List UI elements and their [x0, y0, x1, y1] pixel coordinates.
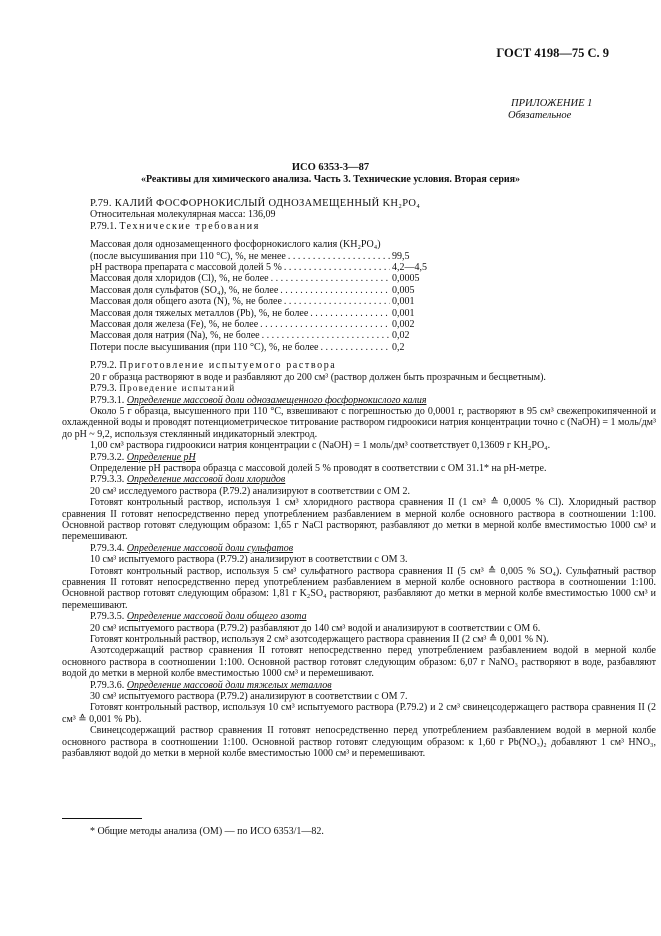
method-paragraph: Около 5 г образца, высушенного при 110 °С, взвешивают с погрешностью до 0,0001 г, растворяют в 95 см³ свежепрокипяченной и охлажденной воды и проводят потенциометрическое титрование раствором гидроокиси натрия концентрации точно c (NaOH) = 1 моль/дм³ до pH ~ 9,2, используя стеклянный индикаторный электрод. [62, 405, 656, 440]
spec-row: Массовая доля сульфатов (SO₄), %, не более . . . 0,005 [90, 285, 462, 296]
iso-title: «Реактивы для химического анализа. Часть 3. Технические условия. Вторая серия» [140, 174, 521, 185]
spec-row: Массовая доля тяжелых металлов (Pb), %, не более . . . 0,001 [90, 308, 462, 319]
method-paragraph: 30 см³ испытуемого раствора (Р.79.2) анализируют в соответствии с ОМ 7. [90, 691, 408, 703]
method-paragraph: 20 см³ испытуемого раствора (Р.79.2) разбавляют до 140 см³ водой и анализируют в соответствии с ОМ 6. [90, 622, 541, 634]
spec-row: Массовая доля натрия (Na), %, не более . . . 0,02 [90, 330, 462, 341]
method-paragraph: Определение pH раствора образца с массовой долей 5 % проводят в соответствии с ОМ 31.1* на pH-метре. [90, 462, 547, 474]
method-paragraph: Свинецсодержащий раствор сравнения II готовят непосредственно перед употреблением разбавлением водой в мерной колбе основного раствора в соотношении 1:100. Основной раствор готовят следующим образом: к 1,60 г Pb(NO₃)₂ добавляют 1 см³ HNO₃, разбавляют водой до метки в мерной колбе вместимостью 1000 см³ и перемешивают. [62, 725, 656, 760]
prep-heading: Р.79.2. Приготовление испытуемого раствора [90, 360, 337, 372]
section-title: Р.79. КАЛИЙ ФОСФОРНОКИСЛЫЙ ОДНОЗАМЕЩЕННЫЙ KH₂PO₄ [90, 198, 421, 209]
method-heading: Р.79.3.5. Определение массовой доли общего азота [90, 611, 307, 623]
method-paragraph: 10 см³ испытуемого раствора (Р.79.2) анализируют в соответствии с ОМ 3. [90, 554, 408, 566]
spec-row: (после высушивания при 110 °С), %, не менее . . . 99,5 [90, 251, 462, 262]
appendix-label: ПРИЛОЖЕНИЕ 1 [511, 98, 593, 109]
footnote-divider [62, 818, 142, 819]
method-paragraph: Готовят контрольный раствор, используя 5 см³ сульфатного раствора сравнения II (5 см³ ≙ 0,005 % SO₄). Сульфатный раствор сравнения II готовят непосредственно перед употреблением разбавлением в мерной колбе основного раствора в соотношении 1:100. Основной раствор готовят следующим образом: 1,81 г K₂SO₄ растворяют, разбавляют до метки в мерной колбе вместимостью 1000 см³ и перемешивают. [62, 565, 656, 611]
prep-text: 20 г образца растворяют в воде и разбавляют до 200 см³ (раствор должен быть прозрачным и бесцветным). [90, 371, 546, 383]
methods-heading: Р.79.3. Проведение испытаний [90, 383, 236, 395]
method-heading: Р.79.3.2. Определение pH [90, 451, 196, 463]
spec-row: Массовая доля железа (Fe), %, не более . . . 0,002 [90, 319, 462, 330]
method-paragraph: Готовят контрольный раствор, используя 2 см³ азотсодержащего раствора сравнения II (2 см³ ≙ 0,001 % N). [90, 634, 549, 646]
spec-row: pH раствора препарата с массовой долей 5 % . . . 4,2—4,5 [90, 262, 462, 273]
standard-page-header: ГОСТ 4198—75 С. 9 [496, 46, 609, 60]
spec-row: Массовая доля однозамещенного фосфорнокислого калия (KH₂PO₄) [90, 239, 381, 251]
appendix-status: Обязательное [508, 110, 572, 121]
method-paragraph: 20 см³ исследуемого раствора (Р.79.2) анализируют в соответствии с ОМ 2. [90, 485, 410, 497]
spec-row: Потери после высушивания (при 110 °С), %, не более . . . 0,2 [90, 342, 462, 353]
spec-list [90, 239, 656, 353]
method-paragraph: Азотсодержащий раствор сравнения II готовят непосредственно перед употреблением разбавлением водой в мерной колбе основного раствора в соотношении 1:100. Основной раствор готовят следующим образом: 6,07 г NaNO₃ растворяют в воде, разбавляют водой до метки в мерной колбе вместимостью 1000 см³ и перемешивают. [62, 645, 656, 680]
requirements-heading [90, 221, 656, 232]
spec-row: Массовая доля общего азота (N), %, не более . . . 0,001 [90, 296, 462, 307]
spec-row: Массовая доля хлоридов (Cl), %, не более . . . 0,0005 [90, 273, 462, 284]
method-heading: Р.79.3.4. Определение массовой доли сульфатов [90, 542, 294, 554]
method-heading: Р.79.3.3. Определение массовой доли хлоридов [90, 474, 286, 486]
molecular-mass: Относительная молекулярная масса: 136,09 [90, 209, 276, 221]
method-heading: Р.79.3.1. Определение массовой доли однозамещенного фосфорнокислого калия [90, 394, 427, 406]
iso-number: ИСО 6353-3—87 [291, 162, 370, 173]
footnote: * Общие методы анализа (ОМ) — по ИСО 6353/1—82. [90, 826, 324, 837]
method-paragraph: 1,00 см³ раствора гидроокиси натрия концентрации c (NaOH) = 1 моль/дм³ соответствует 0,13609 г KH₂PO₄. [90, 440, 551, 452]
requirements-title: Технические требования [119, 220, 260, 232]
method-heading: Р.79.3.6. Определение массовой доли тяжелых металлов [90, 679, 332, 691]
document-body [62, 192, 656, 760]
method-paragraph: Готовят контрольный раствор, используя 1 см³ хлоридного раствора сравнения II (1 см³ ≙ 0,0005 % Cl). Хлоридный раствор сравнения II готовят непосредственно перед употреблением разбавлением в мерной колбе основного раствора в соотношении 1:100. Основной раствор готовят следующим образом: 1,65 г NaCl растворяют, разбавляют до метки в мерной колбе вместимостью 1000 см³ и перемешивают. [62, 497, 656, 543]
requirements-number: Р.79.1. [90, 220, 117, 232]
method-paragraph: Готовят контрольный раствор, используя 10 см³ испытуемого раствора (Р.79.2) и 2 см³ свинецсодержащего раствора сравнения II (2 см³ ≙ 0,001 % Pb). [62, 702, 656, 725]
